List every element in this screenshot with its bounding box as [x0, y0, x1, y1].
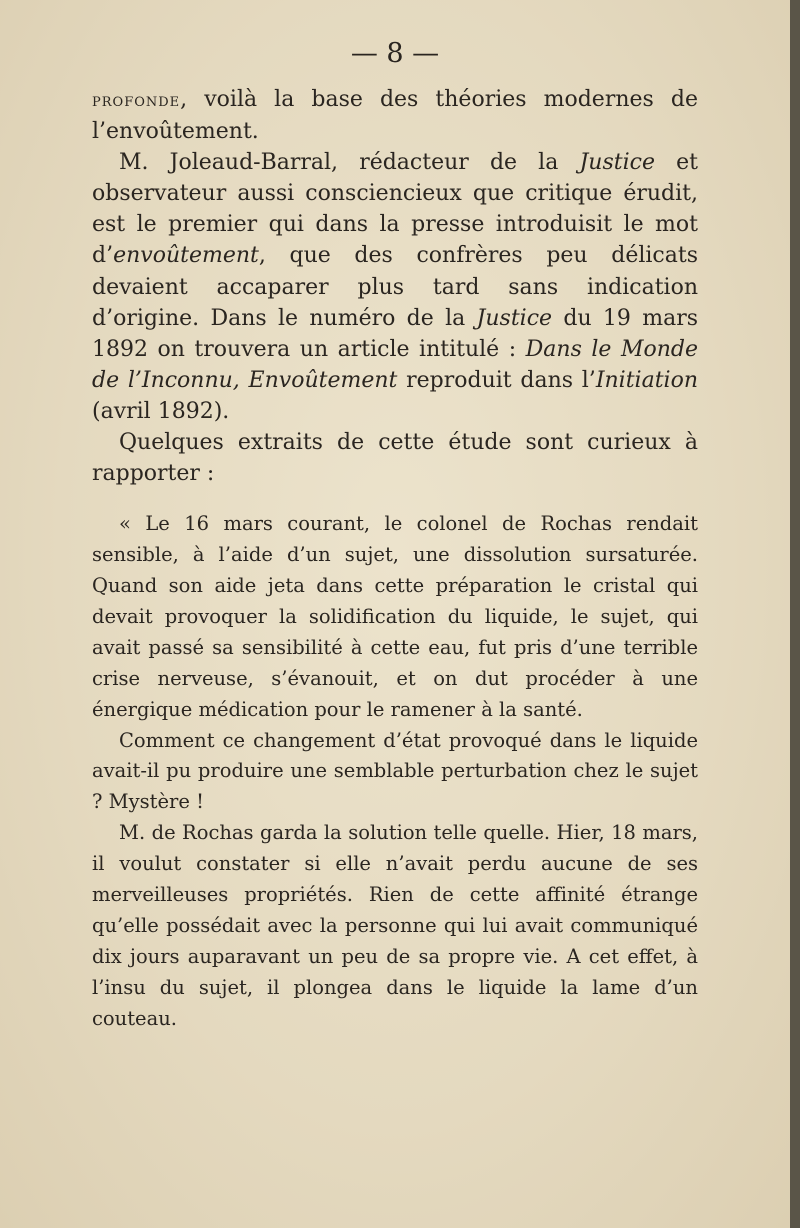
paragraph-2 [92, 147, 698, 427]
main-text [92, 84, 698, 489]
italic-word: envoûtement [113, 243, 259, 269]
page-number: — 8 — [350, 38, 440, 69]
paragraph-1-text: , voilà la base des théories modernes de l’envoûtement. [92, 87, 698, 145]
page-text [92, 84, 698, 1035]
text-span: , que des confrères peu délicats devaient accaparer plus tard sans indication d’origine. Dans le numéro de la [92, 243, 698, 331]
text-span: reproduit dans l’ [397, 367, 596, 393]
paragraph-3: Quelques extraits de cette étude sont curieux à rapporter : [92, 430, 698, 487]
text-span: d’ [92, 243, 114, 269]
quote-paragraph-2: Comment ce changement d’état provoqué dans le liquide avait-il pu produire une semblable perturbation chez le sujet ? Mystère ! [92, 728, 698, 814]
paragraph-1 [92, 84, 698, 147]
small-caps-word: profonde [92, 90, 181, 111]
text-span: et observateur aussi consciencieux que critique érudit, est le premier qui dans la presse introduisit le mot [92, 150, 698, 238]
quoted-extract [92, 509, 698, 1034]
quote-paragraph-1: « Le 16 mars courant, le colonel de Rochas rendait sensible, à l’aide d’un sujet, une dissolution sursaturée. Quand son aide jeta dans cette préparation le cristal qui devait provoquer la solidification du liquide, le sujet, qui avait passé sa sensibilité à cette eau, fut pris d’une terrible crise nerveuse, s’évanouit, et on dut procéder à une énergique médication pour le ramener à la santé. [92, 512, 698, 721]
italic-title: Justice [476, 305, 553, 331]
text-span: du 19 mars 1892 on trouvera un article intitulé : [92, 305, 699, 362]
page-edge [790, 0, 800, 1228]
italic-title: Justice [579, 150, 655, 176]
quote-paragraph-3: M. de Rochas garda la solution telle quelle. Hier, 18 mars, il voulut constater si elle n’avait perdu aucune de ses merveilleuses propriétés. Rien de cette affinité étrange qu’elle possédait avec la personne qui lui avait communiqué dix jours auparavant un peu de sa propre vie. A cet effet, à l’insu du sujet, il plongea dans le liquide la lame d’un couteau. [92, 821, 698, 1030]
italic-title: Initiation [595, 367, 698, 393]
text-span: (avril 1892). [92, 398, 230, 424]
italic-title: Dans le Monde de l’Inconnu, Envoûtement [92, 336, 698, 393]
text-span: M. Joleaud-Barral, rédacteur de la [119, 150, 580, 176]
